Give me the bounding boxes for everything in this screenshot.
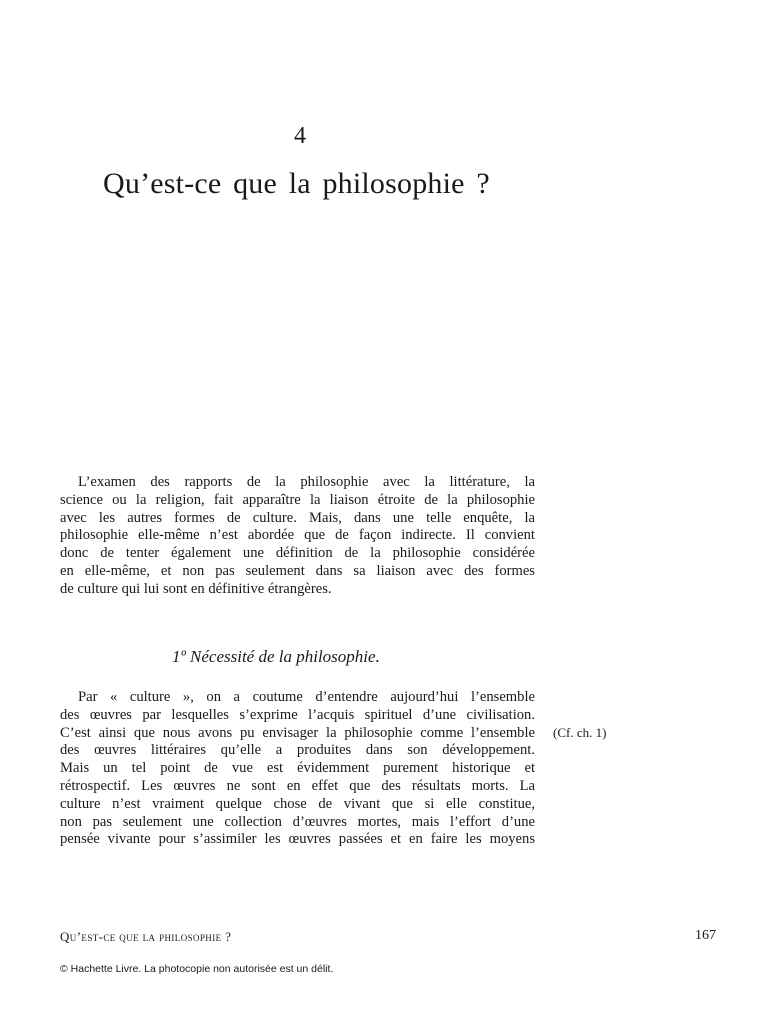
running-title: Qu’est-ce que la philosophie ? <box>60 929 232 944</box>
chapter-number: 4 <box>294 123 306 149</box>
body-line: culture n’est vraiment quelque chose de vivant que si elle constitue, <box>60 795 535 812</box>
intro-line: philosophie elle-même n’est abordée que de façon indirecte. Il convient <box>60 527 535 544</box>
intro-line: en elle-même, et non pas seulement dans sa liaison avec des formes <box>60 562 535 579</box>
body-line: C’est ainsi que nous avons pu envisager la philosophie comme l’ensemble <box>60 724 535 741</box>
page-number: 167 <box>695 928 716 943</box>
section-heading: 1º Nécessité de la philosophie. <box>172 647 380 666</box>
body-line: Mais un tel point de vue est évidemment purement historique et <box>60 760 535 777</box>
body-paragraph <box>60 689 535 849</box>
margin-note: (Cf. ch. 1) <box>553 725 607 740</box>
intro-line: L’examen des rapports de la philosophie avec la littérature, la <box>78 474 535 490</box>
intro-line: donc de tenter également une définition de la philosophie considérée <box>60 545 535 562</box>
body-line: non pas seulement une collection d’œuvres mortes, mais l’effort d’une <box>60 813 535 830</box>
intro-line: science ou la religion, fait apparaître la liaison étroite de la philosophie <box>60 491 535 508</box>
intro-line: de culture qui lui sont en définitive étrangères. <box>60 580 332 597</box>
copyright-notice: © Hachette Livre. La photocopie non autorisée est un délit. <box>60 963 334 975</box>
body-line: des œuvres par lesquelles s’exprime l’acquis spirituel d’une civilisation. <box>60 706 535 723</box>
intro-paragraph <box>60 474 535 599</box>
body-line: pensée vivante pour s’assimiler les œuvres passées et en faire les moyens <box>60 831 535 848</box>
body-line: Par « culture », on a coutume d’entendre aujourd’hui l’ensemble <box>78 689 535 705</box>
body-line: des œuvres littéraires qu’elle a produites dans son développement. <box>60 742 535 759</box>
chapter-title: Qu’est-ce que la philosophie ? <box>103 167 490 200</box>
intro-line: avec les autres formes de culture. Mais, dans une telle enquête, la <box>60 509 535 526</box>
body-line: rétrospectif. Les œuvres ne sont en effet que des résultats morts. La <box>60 777 535 794</box>
